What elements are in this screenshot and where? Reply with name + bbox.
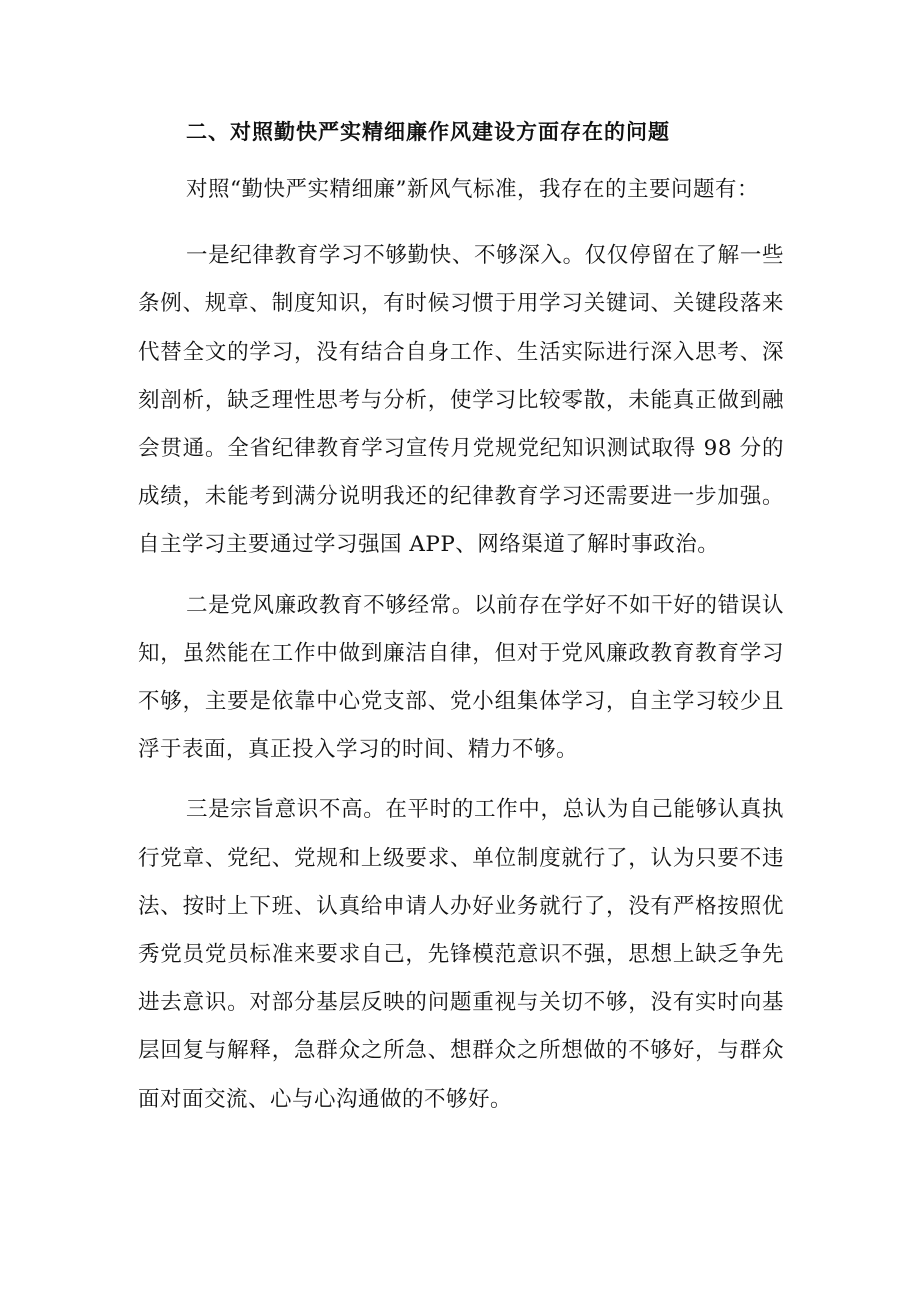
paragraph-purpose-awareness: 三是宗旨意识不高。在平时的工作中，总认为自己能够认真执行党章、党纪、党规和上级要求、单位制度就行了，认为只要不违法、按时上下班、认真给申请人办好业务就行了，没有严格按照优秀党员党员标准来要求自己，先锋模范意识不强，思想上缺乏争先进去意识。对部分基层反映的问题重视与关切不够，没有实时向基层回复与解释，急群众之所急、想群众之所想做的不够好，与群众面对面交流、心与心沟通做的不够好。 bbox=[138, 797, 784, 1112]
paragraph-discipline-education: 一是纪律教育学习不够勤快、不够深入。仅仅停留在了解一些条例、规章、制度知识，有时候习惯于用学习关键词、关键段落来代替全文的学习，没有结合自身工作、生活实际进行深入思考、深刻剖析，缺乏理性思考与分析，使学习比较零散，未能真正做到融会贯通。全省纪律教育学习宣传月党规党纪知识测试取得 98 分的成绩，未能考到满分说明我还的纪律教育学习还需要进一步加强。自主学习主要通过学习强国 APP、网络渠道了解时事政治。 bbox=[138, 243, 784, 558]
intro-paragraph: 对照“勤快严实精细廉”新风气标准，我存在的主要问题有： bbox=[186, 177, 759, 202]
paragraph-integrity-education: 二是党风廉政教育不够经常。以前存在学好不如干好的错误认知，虽然能在工作中做到廉洁自律，但对于党风廉政教育教育学习不够，主要是依靠中心党支部、党小组集体学习，自主学习较少且浮于表面，真正投入学习的时间、精力不够。 bbox=[138, 592, 784, 763]
document-body bbox=[138, 112, 784, 1136]
section-heading: 二、对照勤快严实精细廉作风建设方面存在的问题 bbox=[186, 120, 670, 144]
